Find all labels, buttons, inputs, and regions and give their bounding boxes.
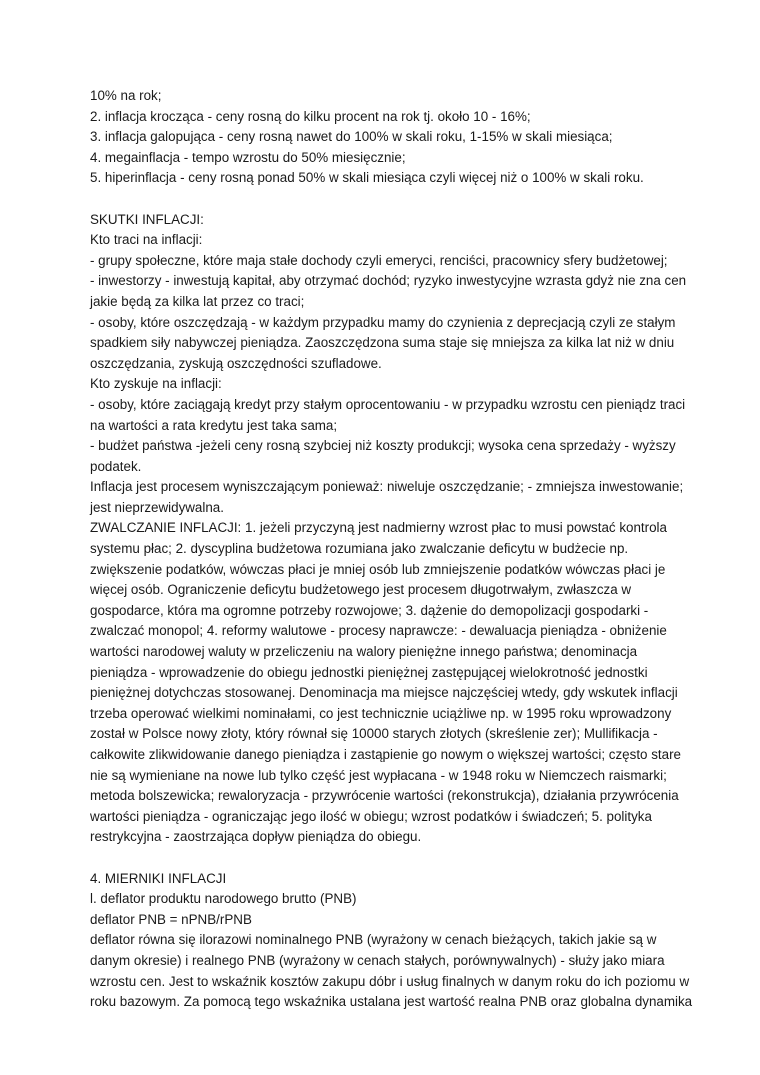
text-line: całkowite zlikwidowanie danego pieniądza i zastąpienie go nowym o większej wartości; często stare <box>90 747 681 762</box>
text-line: pieniądza - wprowadzenie do obiegu jednostki pieniężnej zastępującej wielokrotność jednostki <box>90 664 648 680</box>
section-inflation-types-end <box>90 86 680 189</box>
text-line: wzrostu cen. Jest to wskaźnik kosztów zakupu dóbr i usług finalnych w danym roku do ich poziomu w <box>90 973 690 989</box>
text-line: ZWALCZANIE INFLACJI: 1. jeżeli przyczyną jest nadmierny wzrost płac to musi powstać kontrola <box>90 520 667 536</box>
text-line: 4. megainflacja - tempo wzrostu do 50% miesięcznie; <box>90 149 406 165</box>
text-line: podatek. <box>90 458 142 474</box>
text-line: restrykcyjna - zaostrzająca dopływ pieniądza do obiegu. <box>90 829 422 845</box>
text-line: 5. hiperinflacja - ceny rosną ponad 50% w skali miesiąca czyli więcej niż o 100% w skali roku. <box>90 170 644 186</box>
text-line: - osoby, które oszczędzają - w każdym przypadku mamy do czynienia z deprecjacją czyli ze stałym <box>90 314 676 330</box>
text-line: deflator równa się ilorazowi nominalnego PNB (wyrażony w cenach bieżących, takich jakie są w <box>90 932 657 948</box>
text-line: roku bazowym. Za pomocą tego wskaźnika ustalana jest wartość realna PNB oraz globalna dynamika <box>90 994 693 1010</box>
text-line: - inwestorzy - inwestują kapitał, aby otrzymać dochód; ryzyko inwestycyjne wzrasta gdyż nie zna cen <box>90 273 687 289</box>
text-line: wartości pieniądza - ograniczając jego ilość w obiegu; wzrost podatków i świadczeń; 5. polityka <box>90 808 652 824</box>
text-line: 3. inflacja galopująca - ceny rosną nawet do 100% w skali roku, 1-15% w skali miesiąca; <box>90 129 613 145</box>
text-line: nie są wymieniane na nowe lub tylko część jest wypłacana - w 1948 roku w Niemczech raismarki; <box>90 767 667 783</box>
text-line: - osoby, które zaciągają kredyt przy stałym oprocentowaniu - w przypadku wzrostu cen pieniądz traci <box>90 396 686 412</box>
text-line: Kto zyskuje na inflacji: <box>90 376 222 392</box>
text-line: na wartości a rata kredytu jest taka sama; <box>90 417 338 433</box>
text-line: zwalczać monopol; 4. reformy walutowe - procesy naprawcze: - dewaluacja pieniądza - obniżenie <box>90 623 667 639</box>
section-heading: 4. MIERNIKI INFLACJI <box>90 870 227 886</box>
section-inflation-measures <box>90 869 693 1013</box>
text-line: - budżet państwa -jeżeli ceny rosną szybciej niż koszty produkcji; wysoka cena sprzedaży - wyższy <box>90 438 676 454</box>
text-line: - grupy społeczne, które maja stałe dochody czyli emeryci, renciści, pracownicy sfery budżetowej; <box>90 252 668 268</box>
text-line: jakie będą za kilka lat przez co traci; <box>90 293 305 309</box>
text-line: metoda bolszewicka; rewaloryzacja - przywrócenie wartości (rekonstrukcja), działania przywrócenia <box>90 788 679 804</box>
text-line: deflator PNB = nPNB/rPNB <box>90 911 252 927</box>
text-line: wartości narodowej waluty w przeliczeniu na walory pieniężne innego państwa; denominacja <box>90 644 638 660</box>
text-line: trzeba operować wielkimi nominałami, co jest technicznie uciążliwe np. w 1995 roku wprowadzony <box>90 705 672 721</box>
document-page <box>90 86 693 1013</box>
text-line: l. deflator produktu narodowego brutto (PNB) <box>90 891 357 907</box>
text-line: został w Polsce nowy złoty, który równał się 10000 starych złotych (skreślenie zer); Mullifikacja - <box>90 726 658 742</box>
section-heading: SKUTKI INFLACJI: <box>90 211 204 227</box>
text-line: zwiększenie podatków, wówczas płaci je mniej osób lub zmniejszenie podatków wówczas płaci je <box>90 561 666 577</box>
text-line: 10% na rok; <box>90 88 162 103</box>
text-line: Inflacja jest procesem wyniszczającym ponieważ: niweluje oszczędzanie; - zmniejsza inwestowanie; <box>90 479 684 495</box>
text-line: spadkiem siły nabywczej pieniądza. Zaoszczędzona suma staje się mniejsza za kilka lat niż w dniu <box>90 335 675 351</box>
paragraph-gap <box>90 848 680 869</box>
text-line: 2. inflacja krocząca - ceny rosną do kilku procent na rok tj. około 10 - 16%; <box>90 108 531 124</box>
text-line: danym okresie) i realnego PNB (wyrażony w cenach stałych, porównywalnych) - służy jako miara <box>90 952 665 968</box>
text-line: systemu płac; 2. dyscyplina budżetowa rozumiana jako zwalczanie deficytu w budżecie np. <box>90 541 629 557</box>
paragraph-gap <box>90 189 680 210</box>
text-line: gospodarce, która ma ogromne potrzeby rozwojowe; 3. dążenie do demopolizacji gospodarki - <box>90 602 649 618</box>
section-inflation-effects <box>90 210 687 848</box>
text-line: jest nieprzewidywalna. <box>90 499 224 515</box>
text-line: oszczędzania, zyskują oszczędności szufladowe. <box>90 355 382 371</box>
text-line: Kto traci na inflacji: <box>90 232 203 248</box>
text-line: więcej osób. Ograniczenie deficytu budżetowego jest procesem długotrwałym, zwłaszcza w <box>90 582 632 598</box>
text-line: pieniężnej dotychczas stosowanej. Denominacja ma miejsce najczęściej wtedy, gdy wskutek inflacji <box>90 685 678 701</box>
